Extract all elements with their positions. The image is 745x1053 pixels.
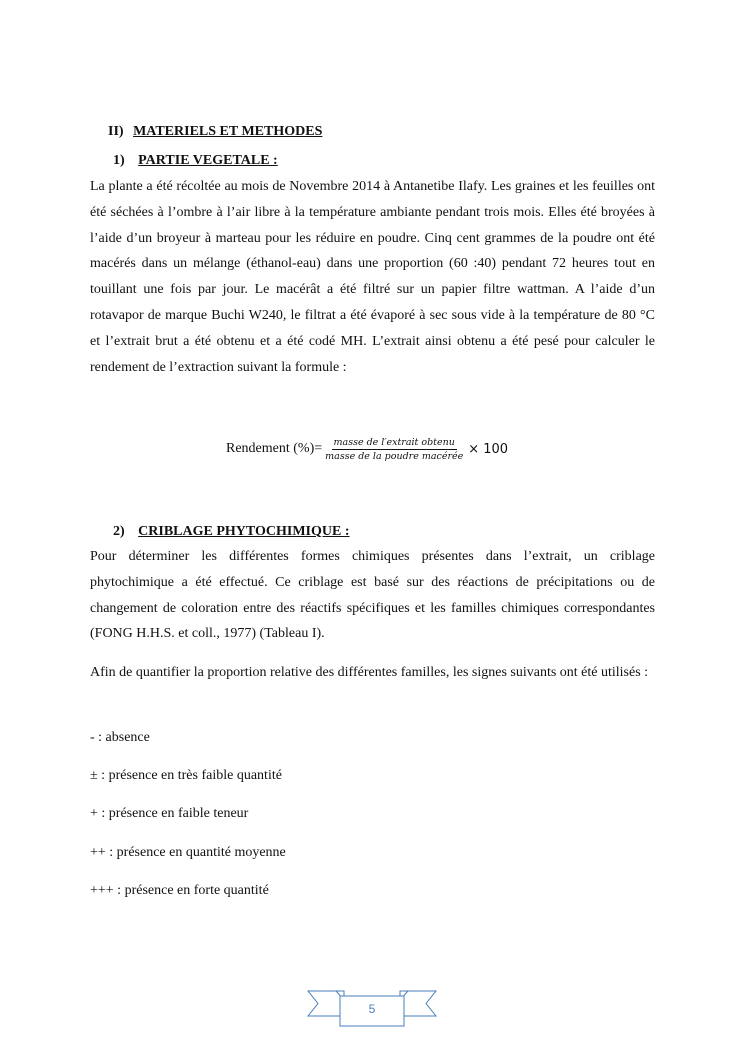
paragraph-criblage: Pour déterminer les différentes formes chimiques présentes dans l’extrait, un criblage phytochimique a été effectué. Ce criblage est basé sur des réactions de précipitations ou de changement de coloration entre des réactifs spécifiques et les familles chimiques correspondantes (FONG H.H.S. et coll., 1977) (Tableau I).	[90, 549, 655, 642]
section-number: II)	[108, 124, 124, 139]
legend-item-faible: + : présence en faible teneur	[90, 806, 249, 821]
legend-item-tres-faible: ± : présence en très faible quantité	[90, 768, 282, 783]
subsection-heading-criblage	[113, 524, 350, 540]
subsection-title: CRIBLAGE PHYTOCHIMIQUE :	[138, 524, 350, 539]
section-title: MATERIELS ET METHODES	[133, 124, 323, 139]
formula-multiplier: × 100	[468, 441, 509, 457]
legend-item-forte: +++ : présence en forte quantité	[90, 883, 269, 898]
formula-numerator: masse de l′extrait obtenu	[333, 436, 455, 448]
formula-label: Rendement (%)=	[226, 441, 323, 456]
subsection-number: 1)	[113, 153, 125, 168]
section-heading	[108, 124, 322, 140]
legend-item-absence: - : absence	[90, 730, 150, 745]
subsection-heading-vegetale	[113, 153, 278, 169]
subsection-number: 2)	[113, 524, 125, 539]
page-number: 5	[368, 1002, 376, 1016]
legend-item-moyenne: ++ : présence en quantité moyenne	[90, 845, 286, 860]
paragraph-intro-signes: Afin de quantifier la proportion relative des différentes familles, les signes suivants ont été utilisés :	[90, 665, 649, 680]
subsection-title: PARTIE VEGETALE :	[138, 153, 278, 168]
formula-fraction	[323, 437, 465, 462]
paragraph-vegetale: La plante a été récoltée au mois de Novembre 2014 à Antanetibe Ilafy. Les graines et les feuilles ont été séchées à l’ombre à l’air libre à la température ambiante pendant trois mois. Elles été broyées à l’aide d’un broyeur à marteau pour les réduire en poudre. Cinq cent grammes de la poudre ont été macérés dans un mélange (éthanol-eau) dans une proportion (60 :40) pendant 72 heures tout en touillant une fois par jour. Le macérât a été filtré sur un papier filtre wattman. A l’aide d’un rotavapor de marque Buchi W240, le filtrat a été évaporé à sec sous vide à la température de 80 °C et l’extrait brut a été obtenu et a été codé MH. L’extrait ainsi obtenu a été pesé pour calculer le rendement de l’extraction suivant la formule :	[90, 179, 655, 375]
yield-formula	[226, 432, 508, 466]
formula-denominator: masse de la poudre macérée	[325, 450, 464, 462]
